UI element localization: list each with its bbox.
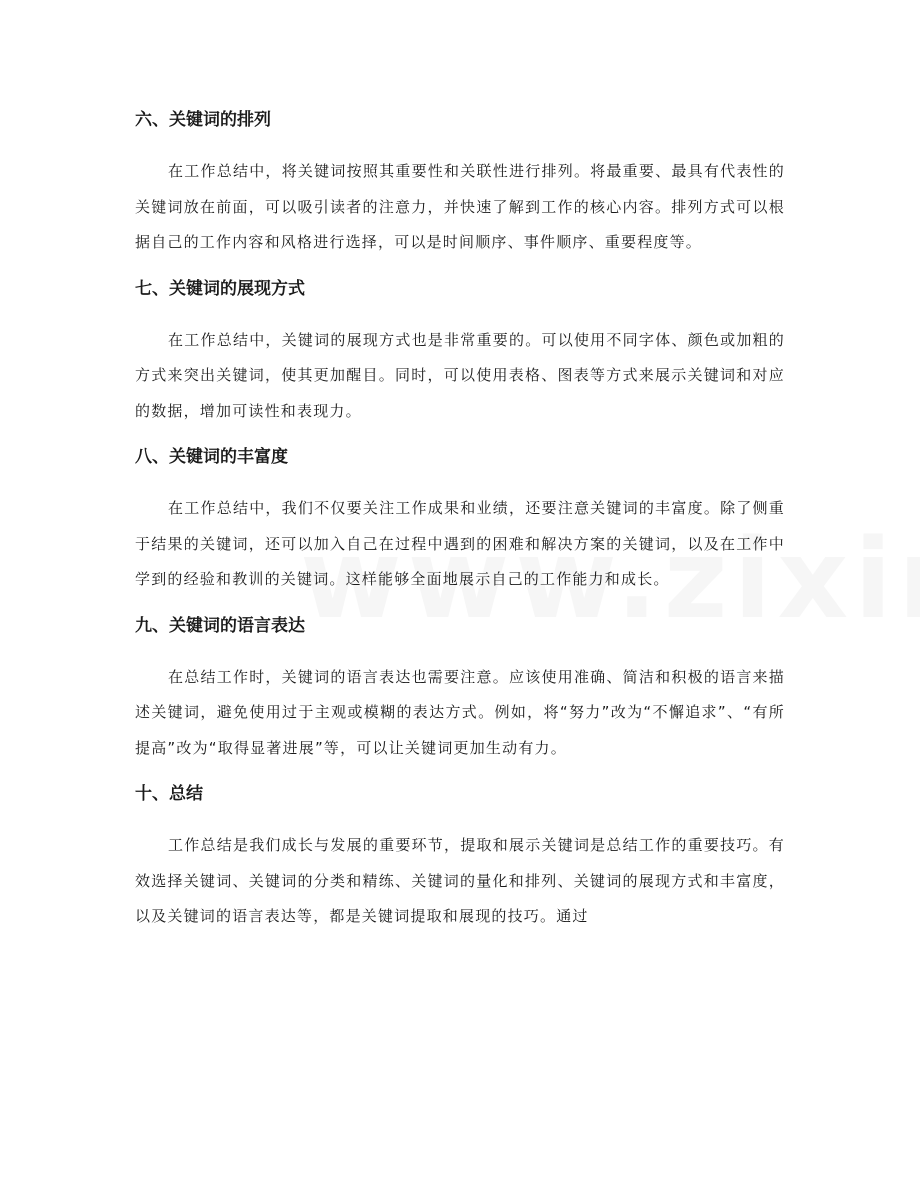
section-9 bbox=[135, 612, 785, 767]
section-paragraph: 在工作总结中，将关键词按照其重要性和关联性进行排列。将最重要、最具有代表性的关键词放在前面，可以吸引读者的注意力，并快速了解到工作的核心内容。排列方式可以根据自己的工作内容和风格进行选择，可以是时间顺序、事件顺序、重要程度等。 bbox=[135, 162, 785, 251]
section-paragraph: 在工作总结中，关键词的展现方式也是非常重要的。可以使用不同字体、颜色或加粗的方式来突出关键词，使其更加醒目。同时，可以使用表格、图表等方式来展示关键词和对应的数据，增加可读性和表现力。 bbox=[135, 330, 785, 420]
section-7 bbox=[135, 275, 785, 430]
section-paragraph: 工作总结是我们成长与发展的重要环节，提取和展示关键词是总结工作的重要技巧。有效选择关键词、关键词的分类和精练、关键词的量化和排列、关键词的展现方式和丰富度，以及关键词的语言表达等，都是关键词提取和展现的技巧。通过 bbox=[135, 836, 785, 925]
section-heading: 六、关键词的排列 bbox=[135, 110, 271, 130]
section-heading: 十、总结 bbox=[135, 784, 203, 804]
section-heading: 七、关键词的展现方式 bbox=[135, 278, 305, 299]
document-page bbox=[135, 106, 785, 949]
section-6 bbox=[135, 106, 785, 261]
section-heading: 九、关键词的语言表达 bbox=[135, 615, 305, 636]
section-heading: 八、关键词的丰富度 bbox=[135, 447, 288, 467]
section-paragraph: 在总结工作时，关键词的语言表达也需要注意。应该使用准确、简洁和积极的语言来描述关键词，避免使用过于主观或模糊的表达方式。例如，将“努力”改为“不懈追求”、“有所提高”改为“取得显著进展”等，可以让关键词更加生动有力。 bbox=[135, 667, 785, 757]
section-10 bbox=[135, 780, 785, 935]
section-8 bbox=[135, 443, 785, 598]
section-paragraph: 在工作总结中，我们不仅要关注工作成果和业绩，还要注意关键词的丰富度。除了侧重于结果的关键词，还可以加入自己在过程中遇到的困难和解决方案的关键词，以及在工作中学到的经验和教训的关键词。这样能够全面地展示自己的工作能力和成长。 bbox=[135, 499, 785, 588]
